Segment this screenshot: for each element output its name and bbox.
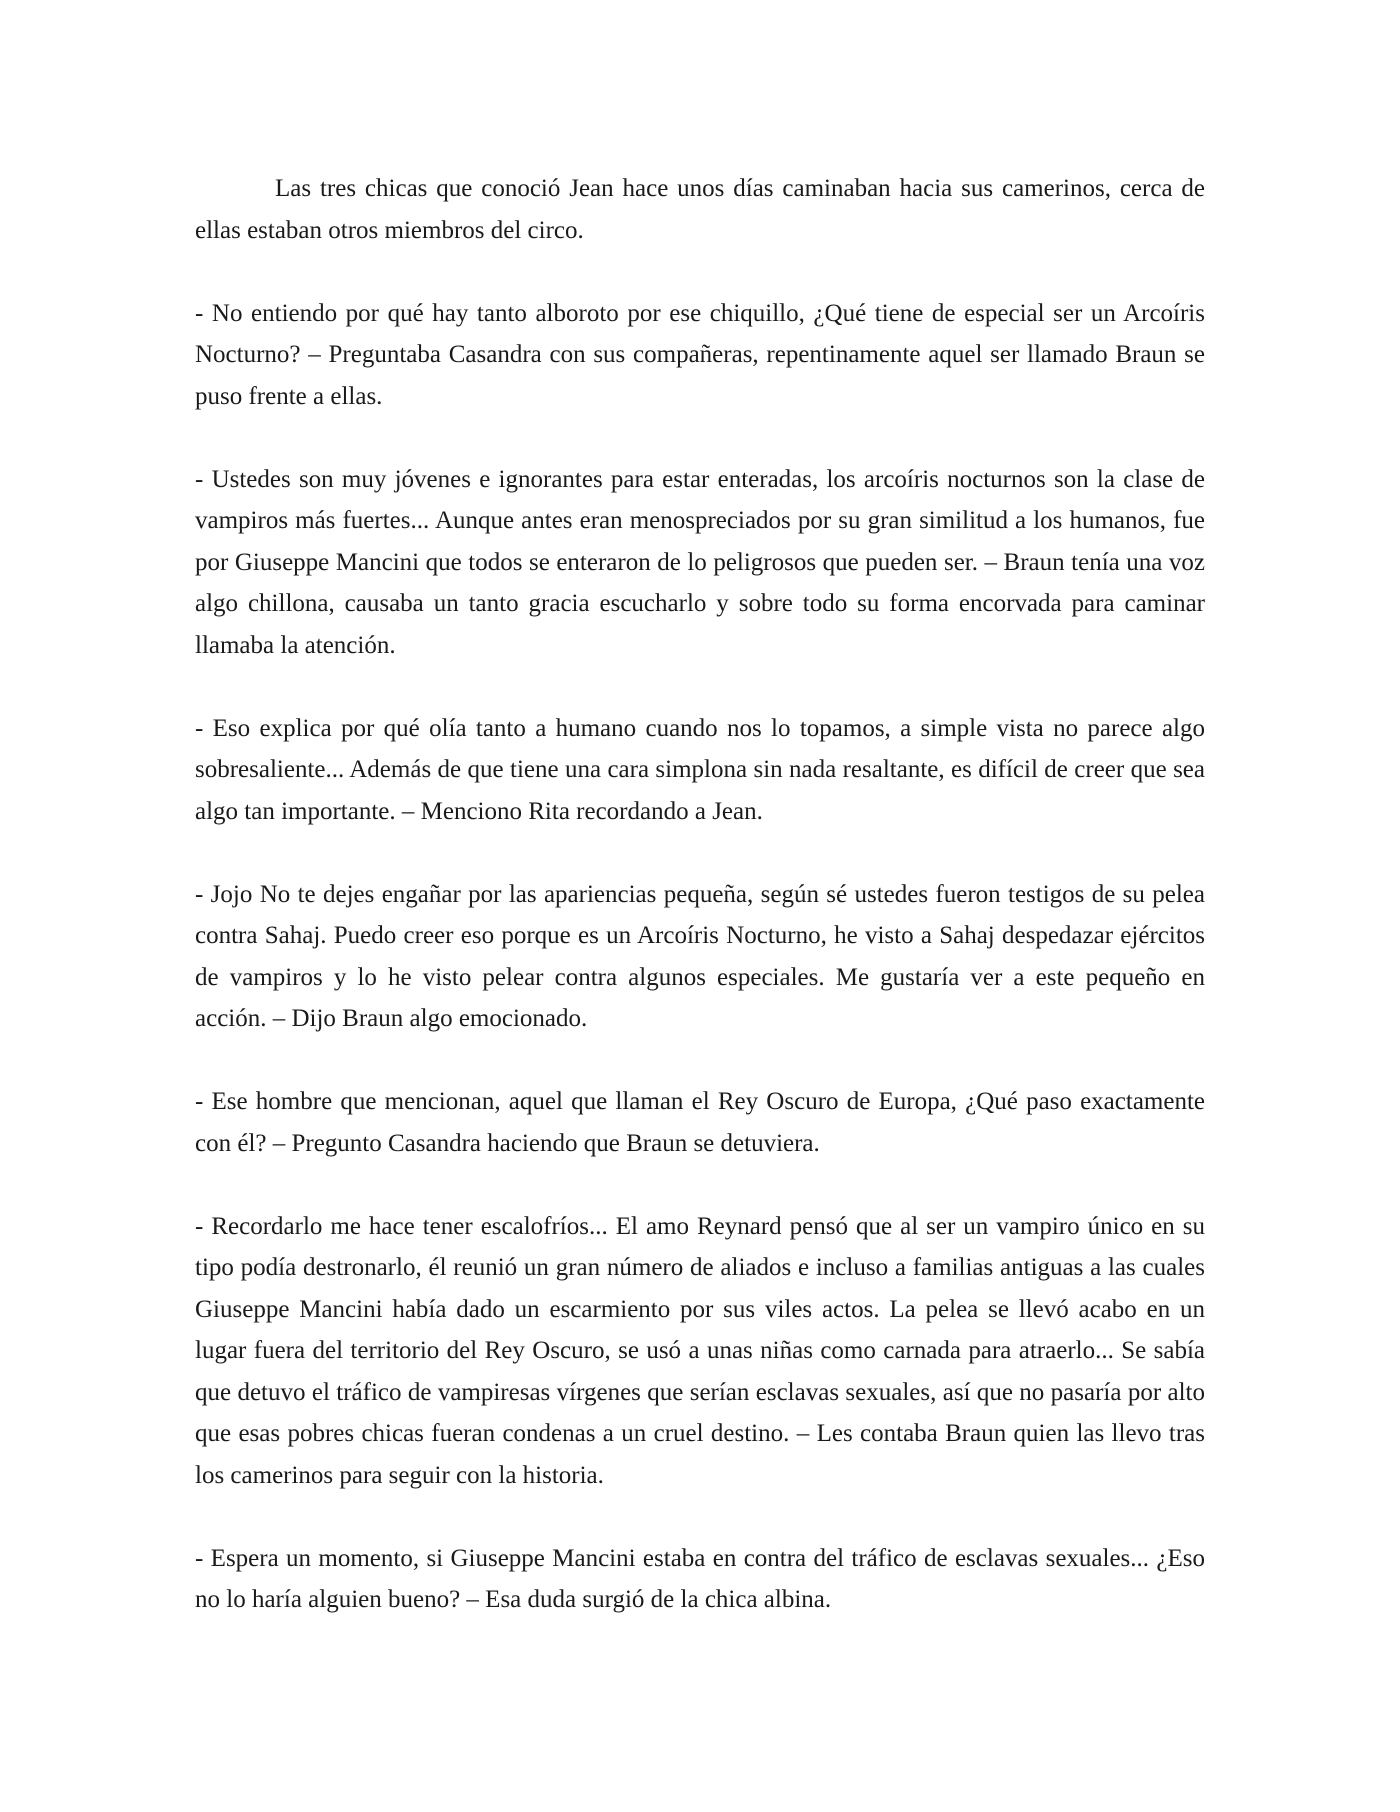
- paragraph-dialogue: - Espera un momento, si Giuseppe Mancini estaba en contra del tráfico de esclavas sexuales... ¿Eso no lo haría alguien bueno? – Esa duda surgió de la chica albina.: [195, 1544, 1205, 1613]
- paragraph-dialogue: - Jojo No te dejes engañar por las apariencias pequeña, según sé ustedes fueron testigos de su pelea contra Sahaj. Puedo creer eso porque es un Arcoíris Nocturno, he visto a Sahaj despedazar ejércitos de vampiros y lo he visto pelear contra algunos especiales. Me gustaría ver a este pequeño en acción. – Dijo Braun algo emocionado.: [195, 880, 1205, 1032]
- paragraph-dialogue: - Ese hombre que mencionan, aquel que llaman el Rey Oscuro de Europa, ¿Qué paso exactamente con él? – Pregunto Casandra haciendo que Braun se detuviera.: [195, 1088, 1205, 1157]
- paragraph-dialogue: - Recordarlo me hace tener escalofríos... El amo Reynard pensó que al ser un vampiro único en su tipo podía destronarlo, él reunió un gran número de aliados e incluso a familias antiguas a las cuales Giuseppe Mancini había dado un escarmiento por sus viles actos. La pelea se llevó acabo en un lugar fuera del territorio del Rey Oscuro, se usó a unas niñas como carnada para atraerlo... Se sabía que detuvo el tráfico de vampiresas vírgenes que serían esclavas sexuales, así que no pasaría por alto que esas pobres chicas fueran condenas a un cruel destino. – Les contaba Braun quien las llevo tras los camerinos para seguir con la historia.: [195, 1212, 1205, 1489]
- paragraph-dialogue: - Eso explica por qué olía tanto a humano cuando nos lo topamos, a simple vista no parece algo sobresaliente... Además de que tiene una cara simplona sin nada resaltante, es difícil de creer que sea algo tan importante. – Menciono Rita recordando a Jean.: [195, 714, 1205, 825]
- document-body: [195, 168, 1205, 1662]
- paragraph-intro: Las tres chicas que conoció Jean hace unos días caminaban hacia sus camerinos, cerca de ellas estaban otros miembros del circo.: [195, 175, 1205, 244]
- paragraph-dialogue: - No entiendo por qué hay tanto alboroto por ese chiquillo, ¿Qué tiene de especial ser un Arcoíris Nocturno? – Preguntaba Casandra con sus compañeras, repentinamente aquel ser llamado Braun se puso frente a ellas.: [195, 299, 1205, 410]
- paragraph-dialogue: - Ustedes son muy jóvenes e ignorantes para estar enteradas, los arcoíris nocturnos son la clase de vampiros más fuertes... Aunque antes eran menospreciados por su gran similitud a los humanos, fue por Giuseppe Mancini que todos se enteraron de lo peligrosos que pueden ser. – Braun tenía una voz algo chillona, causaba un tanto gracia escucharlo y sobre todo su forma encorvada para caminar llamaba la atención.: [195, 465, 1205, 659]
